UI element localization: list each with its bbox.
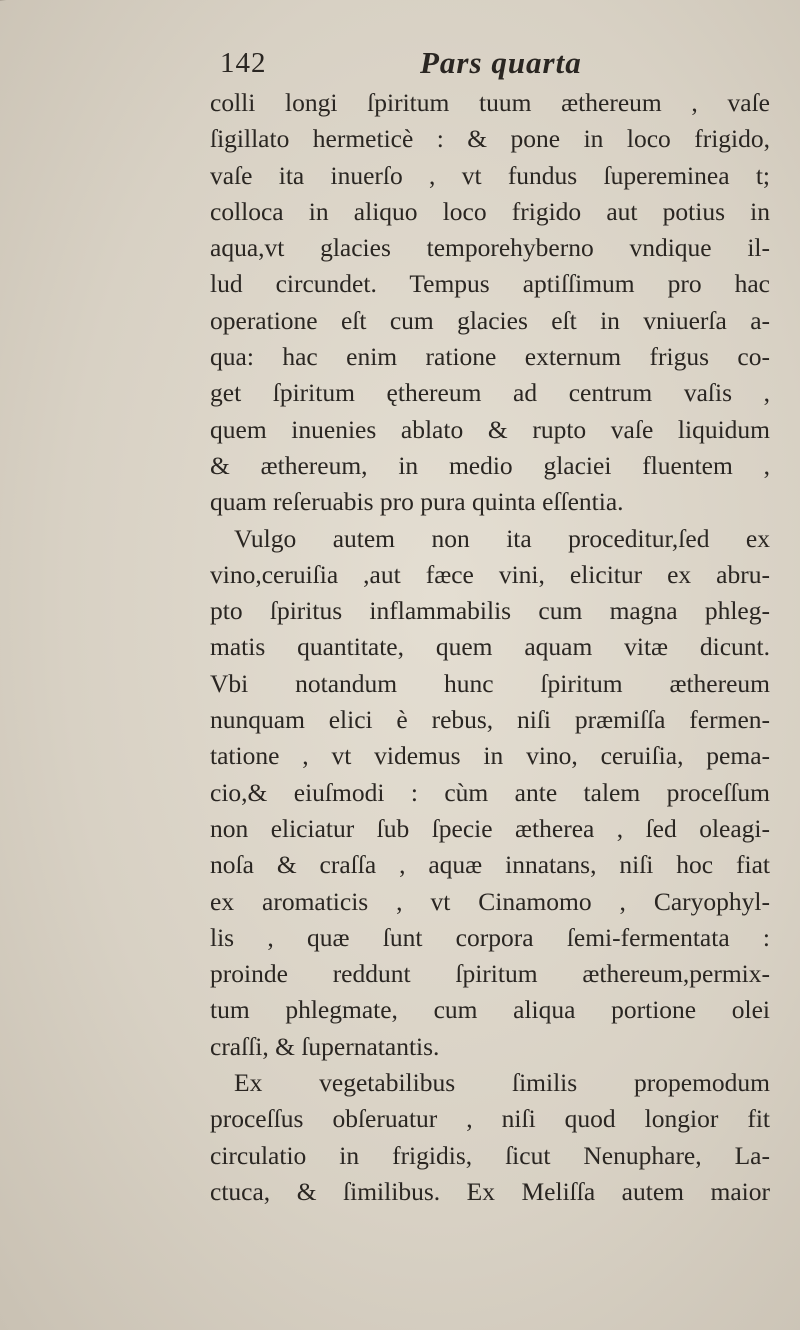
text-line: tatione , vt videmus in vino, ceruiſia, pema- bbox=[210, 741, 770, 771]
text-line: Vbi notandum hunc ſpiritum æthereum bbox=[210, 668, 770, 698]
page-header bbox=[220, 45, 740, 87]
text-line: vaſe ita inuerſo , vt fundus ſupereminea t; bbox=[210, 160, 770, 190]
paragraph-end-line: craſſi, & ſupernatantis. bbox=[210, 1031, 440, 1061]
text-line: ctuca, & ſimilibus. Ex Meliſſa autem maior bbox=[210, 1176, 770, 1206]
text-line: nunquam elici è rebus, niſi præmiſſa fermen- bbox=[210, 705, 770, 735]
text-line: colloca in aliquo loco frigido aut potius in bbox=[210, 196, 770, 226]
text-line: cio,& eiuſmodi : cùm ante talem proceſſum bbox=[210, 777, 770, 807]
text-line: noſa & craſſa , aquæ innatans, niſi hoc fiat bbox=[210, 850, 770, 880]
text-line: lis , quæ ſunt corpora ſemi-fermentata : bbox=[210, 922, 770, 952]
text-line: proinde reddunt ſpiritum æthereum,permix- bbox=[210, 959, 770, 989]
folded-page-corner bbox=[0, 0, 150, 41]
text-line: & æthereum, in medio glaciei fluentem , bbox=[210, 450, 770, 480]
text-line: matis quantitate, quem aquam vitæ dicunt. bbox=[210, 632, 770, 662]
paragraph-end-line: quam reſeruabis pro pura quinta eſſentia. bbox=[210, 487, 624, 517]
text-line: get ſpiritum ęthereum ad centrum vaſis , bbox=[210, 378, 770, 408]
text-line: ex aromaticis , vt Cinamomo , Caryophyl- bbox=[210, 886, 770, 916]
text-line: lud circundet. Tempus aptiſſimum pro hac bbox=[210, 269, 770, 299]
text-line: proceſſus obſeruatur , niſi quod longior fit bbox=[210, 1104, 770, 1134]
text-line: pto ſpiritus inflammabilis cum magna phleg- bbox=[210, 596, 770, 626]
text-line: circulatio in frigidis, ſicut Nenuphare, La- bbox=[210, 1140, 770, 1170]
text-line: colli longi ſpiritum tuum æthereum , vaſe bbox=[210, 88, 770, 117]
running-head: Pars quarta bbox=[420, 45, 582, 80]
text-line: operatione eſt cum glacies eſt in vniuerſa a- bbox=[210, 305, 770, 335]
text-line: tum phlegmate, cum aliqua portione olei bbox=[210, 995, 770, 1025]
page-number: 142 bbox=[220, 47, 267, 79]
text-line: quem inuenies ablato & rupto vaſe liquidum bbox=[210, 414, 770, 444]
body-text bbox=[210, 85, 770, 1210]
text-line: aqua,vt glacies temporehyberno vndique il- bbox=[210, 233, 770, 263]
text-line: ſigillato hermeticè : & pone in loco frigido, bbox=[210, 124, 770, 154]
text-line: non eliciatur ſub ſpecie ætherea , ſed oleagi- bbox=[210, 813, 770, 843]
paragraph-start-line: Vulgo autem non ita proceditur,ſed ex bbox=[234, 523, 770, 553]
paragraph-start-line: Ex vegetabilibus ſimilis propemodum bbox=[234, 1068, 770, 1098]
text-line: vino,ceruiſia ,aut fæce vini, elicitur ex abru- bbox=[210, 559, 770, 589]
text-line: qua: hac enim ratione externum frigus co- bbox=[210, 342, 770, 372]
